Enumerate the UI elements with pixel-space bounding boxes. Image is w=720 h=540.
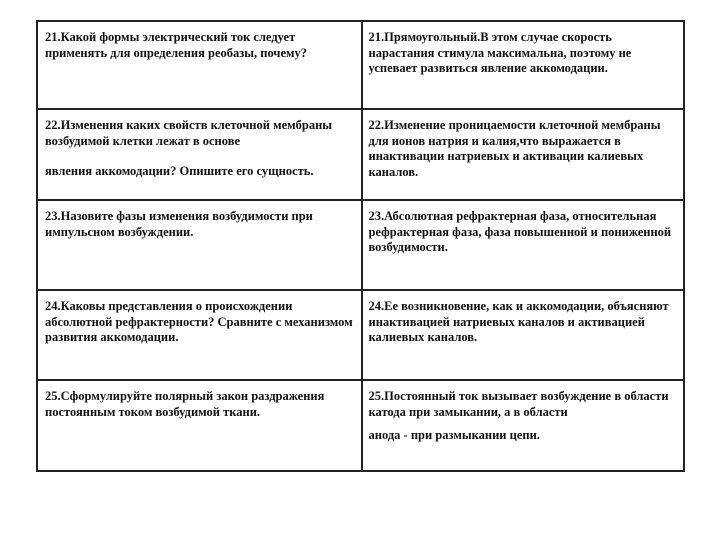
table-row	[37, 290, 684, 380]
answer-cell	[362, 21, 685, 109]
answer-cell	[362, 109, 685, 200]
answer-cell	[362, 380, 685, 471]
question-cell	[37, 109, 362, 200]
question-cell	[37, 380, 362, 471]
answer-text-continued: анода - при размыкании цепи.	[368, 428, 540, 442]
question-text: 23.Назовите фазы изменения возбудимости при импульсном возбуждении.	[45, 209, 313, 239]
question-text-continued: явления аккомодации? Опишите его сущность.	[45, 164, 314, 178]
table-row	[37, 109, 684, 200]
qa-table	[36, 20, 685, 472]
question-cell	[37, 290, 362, 380]
answer-cell	[362, 290, 685, 380]
table-row	[37, 21, 684, 109]
paragraph-gap	[369, 420, 678, 428]
question-cell	[37, 200, 362, 290]
question-text: 21.Какой формы электрический ток следует применять для определения реобазы, почему?	[45, 30, 308, 60]
answer-text: 23.Абсолютная рефрактерная фаза, относительная рефрактерная фаза, фаза повышенной и пониженной возбудимости.	[368, 209, 672, 254]
question-text: 25.Сформулируйте полярный закон раздражения постоянным током возбудимой ткани.	[45, 389, 325, 419]
question-text: 24.Каковы представления о происхождении абсолютной рефрактерности? Сравните с механизмом развития аккомодации.	[45, 299, 353, 344]
answer-cell	[362, 200, 685, 290]
answer-text: 24.Ее возникновение, как и аккомодации, объясняют инактивацией натриевых каналов и активацией калиевых каналов.	[368, 299, 669, 344]
question-text: 22.Изменения каких свойств клеточной мембраны возбудимой клетки лежат в основе	[45, 118, 333, 148]
answer-text: 21.Прямоугольный.В этом случае скорость нарастания стимула максимальна, поэтому не успевает развиться явление аккомодации.	[368, 30, 632, 75]
table-row	[37, 380, 684, 471]
answer-text: 25.Постоянный ток вызывает возбуждение в области катода при замыкании, а в области	[368, 389, 669, 419]
question-cell	[37, 21, 362, 109]
table-row	[37, 200, 684, 290]
paragraph-gap	[45, 149, 355, 164]
answer-text: 22.Изменение проницаемости клеточной мембраны для ионов натрия и калия,что выражается в инактивации натриевых и активации калиевых каналов.	[368, 118, 661, 179]
